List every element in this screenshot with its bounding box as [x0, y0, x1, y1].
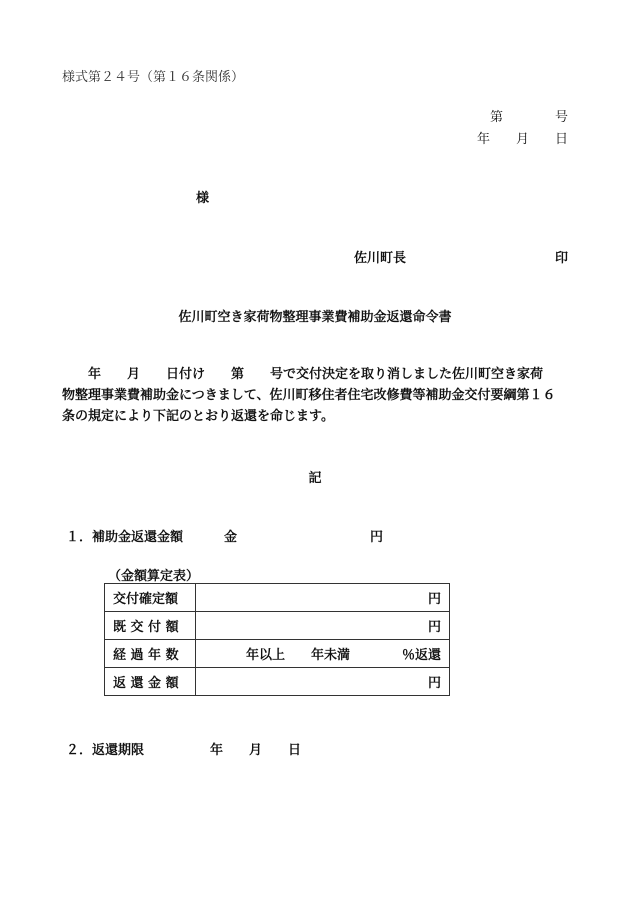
- table-row: [105, 640, 450, 668]
- table-row: [105, 668, 450, 696]
- item-return-deadline: [66, 739, 302, 758]
- row-value: 円: [196, 668, 450, 696]
- addressee: 様: [196, 191, 210, 206]
- seal-mark: 印: [554, 251, 568, 266]
- table-caption: （金額算定表）: [108, 569, 200, 584]
- body-line: 条の規定により下記のとおり返還を命じます。: [62, 409, 334, 424]
- table-row: [105, 584, 450, 612]
- ki-heading: 記: [308, 471, 322, 486]
- table-row: [105, 612, 450, 640]
- form-number: 様式第２４号（第１６条関係）: [62, 70, 245, 85]
- row-label: 経 過 年 数: [105, 640, 196, 668]
- row-value: 年以上 年未満 ％返還: [196, 640, 450, 668]
- body-line: 物整理事業費補助金につきまして、佐川町移住者住宅改修費等補助金交付要綱第１６: [62, 388, 556, 403]
- body-paragraph: [62, 364, 570, 427]
- row-value: 円: [196, 584, 450, 612]
- item-return-amount-label: １．補助金返還金額: [66, 530, 184, 545]
- document-date: 年 月 日: [476, 132, 568, 147]
- amount-prefix: 金: [224, 530, 238, 545]
- amount-unit: 円: [370, 530, 384, 545]
- body-line: 年 月 日付け 第 号で交付決定を取り消しました佐川町空き家荷: [62, 367, 544, 382]
- row-label: 交付確定額: [105, 584, 196, 612]
- item-return-amount: [66, 526, 384, 545]
- issuer-name: 佐川町長: [354, 251, 407, 266]
- row-label: 既 交 付 額: [105, 612, 196, 640]
- document-number: 第 号: [489, 110, 568, 125]
- document-title: 佐川町空き家荷物整理事業費補助金返還命令書: [178, 310, 452, 325]
- row-label: 返 還 金 額: [105, 668, 196, 696]
- deadline-date: 年 月 日: [210, 743, 302, 758]
- item-return-deadline-label: ２．返還期限: [66, 743, 145, 758]
- row-value: 円: [196, 612, 450, 640]
- calculation-table: [104, 583, 450, 696]
